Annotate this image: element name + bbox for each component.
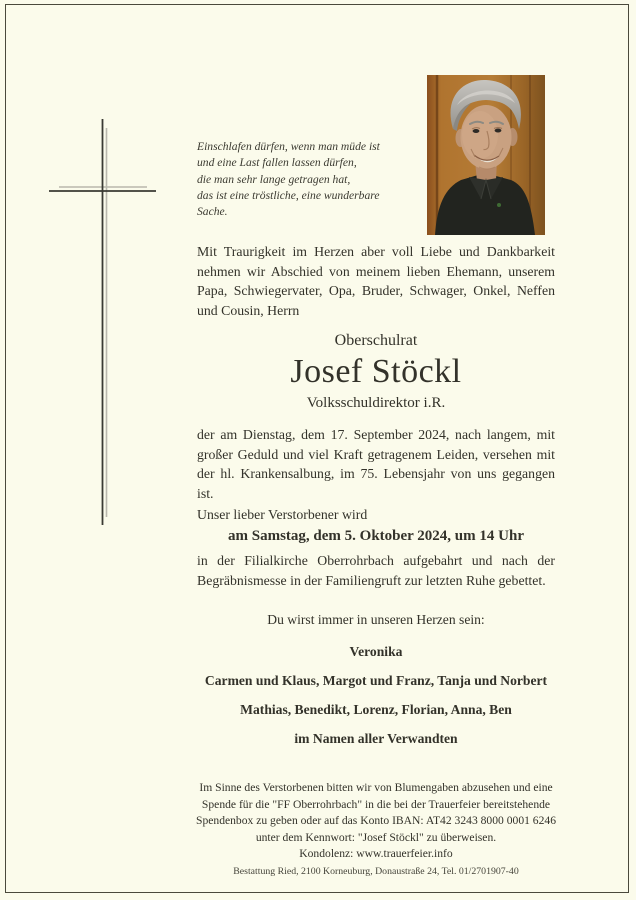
condolence-line: Kondolenz: www.trauerfeier.info [299, 847, 453, 860]
portrait-photo [427, 75, 545, 235]
memorial-cross-icon [40, 108, 165, 533]
death-notice-paragraph: der am Dienstag, dem 17. September 2024, nach langem, mit großer Geduld und viel Kraft getragenem Leiden, versehen mit der hl. Krankensalbung, im 75. Lebensjahr von uns gegangen ist. [197, 427, 555, 501]
mourner-line: Veronika [349, 644, 403, 659]
mourner-line: Mathias, Benedikt, Lorenz, Florian, Anna, Ben [240, 702, 512, 717]
donation-line: Spende für die "FF Oberrohrbach" in die bei der Trauerfeier bereitstehende [201, 797, 551, 811]
donation-line: unter dem Kennwort: "Josef Stöckl" zu überweisen. [255, 830, 497, 844]
donation-paragraph [167, 780, 585, 846]
intro-paragraph: Mit Traurigkeit im Herzen aber voll Liebe und Dankbarkeit nehmen wir Abschied von meinem lieben Ehemann, unserem Papa, Schwiegervater, Opa, Bruder, Schwager, Onkel, Neffen und Cousin, Herrn [197, 244, 555, 318]
epigraph-line: und eine Last fallen lassen dürfen, [197, 156, 357, 170]
epigraph-line: die man sehr lange getragen hat, [197, 172, 351, 186]
funeral-details: in der Filialkirche Oberrohrbach aufgebahrt und nach der Begräbnismesse in der Familiengruft zur letzten Ruhe gebettet. [197, 553, 555, 588]
honorific-title: Oberschulrat [334, 332, 418, 349]
funeral-home-line: Bestattung Ried, 2100 Korneuburg, Donaustraße 24, Tel. 01/2701907-40 [233, 866, 519, 877]
epigraph [197, 139, 397, 220]
donation-line: Spendenbox zu geben oder auf das Konto IBAN: AT42 3243 8000 0001 6246 [196, 814, 556, 828]
deceased-name: Josef Stöckl [290, 353, 462, 390]
mourner-line: im Namen aller Verwandten [294, 731, 458, 746]
funeral-datetime: am Samstag, dem 5. Oktober 2024, um 14 Uhr [228, 528, 524, 544]
deceased-subtitle: Volksschuldirektor i.R. [306, 395, 446, 411]
farewell-heading: Du wirst immer in unseren Herzen sein: [267, 612, 485, 627]
deceased-title-block [197, 331, 555, 412]
mourner-line: Carmen und Klaus, Margot und Franz, Tanja und Norbert [204, 673, 548, 688]
funeral-lead: Unser lieber Verstorbener wird [197, 507, 368, 522]
epigraph-line: das ist eine tröstliche, eine wunderbare Sache. [197, 188, 380, 219]
epigraph-line: Einschlafen dürfen, wenn man müde ist [197, 140, 380, 153]
donation-line: Im Sinne des Verstorbenen bitten wir von Blumengaben abzusehen und eine [199, 781, 553, 794]
